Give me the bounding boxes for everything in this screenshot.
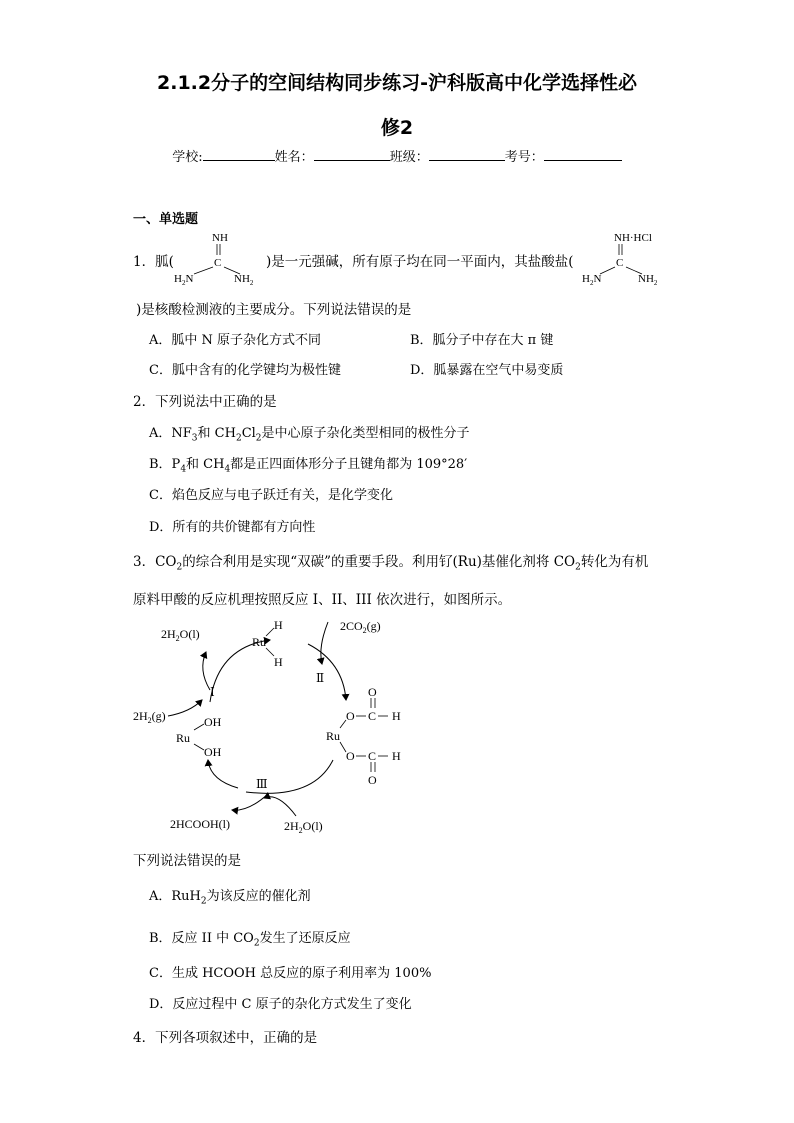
name-blank[interactable] (314, 147, 390, 161)
formate2-h: H (392, 749, 401, 763)
struct1-left-h: H (174, 273, 182, 285)
guanidine-hydrochloride-structure (582, 228, 692, 290)
struct1-left-n: N (185, 273, 194, 285)
struct2-right-sub: 2 (653, 279, 658, 287)
arc-reaction-3-end (208, 760, 238, 788)
roman-3: Ⅲ (256, 777, 268, 791)
q2-option-c[interactable]: C．焰色反应与电子跃迁有关，是化学变化 (149, 488, 393, 503)
label-h2o-top: $2H_2O(l)$ (161, 627, 200, 643)
ruoh2-ru: Ru (176, 731, 191, 745)
struct2-left-sub: 2 (589, 279, 594, 287)
arrow-h2o-in (264, 797, 296, 816)
arrow-h2o-out (203, 652, 210, 690)
formate1-h: H (392, 709, 401, 723)
ruh2-ru: Ru (252, 635, 267, 649)
page-title-line2: 修2 (380, 117, 414, 139)
q3-option-b[interactable]: B．反应 II 中 $CO_2$发生了还原反应 (149, 931, 351, 949)
q1-option-c[interactable]: C．胍中含有的化学键均为极性键 (149, 363, 341, 378)
class-label: 班级： (389, 150, 429, 165)
label-hcooh: 2HCOOH(l) (170, 817, 230, 831)
formate2-c: C (368, 749, 377, 763)
ruformate-ru: Ru (326, 729, 341, 743)
q1-stem-end: )是核酸检测液的主要成分。下列说法错误的是 (136, 302, 412, 318)
q1-option-d[interactable]: D．胍暴露在空气中易变质 (410, 363, 564, 378)
struct1-center: C (214, 257, 222, 269)
struct1-right-sub: 2 (249, 279, 254, 287)
struct1-right: NH (234, 273, 250, 285)
q1-stem-start: 1．胍( (133, 254, 174, 270)
id-label: 考号： (504, 150, 544, 165)
label-co2: $2CO_2(g)$ (340, 619, 381, 635)
label-h2o-bottom: $2H_2O(l)$ (284, 819, 323, 835)
name-label: 姓名： (274, 150, 314, 165)
ruh2-h1: H (274, 618, 283, 632)
q4-stem: 4．下列各项叙述中，正确的是 (133, 1030, 318, 1046)
svg-text:NH2 (638, 273, 658, 287)
svg-text:H2N (174, 273, 193, 287)
formate1-o: O (346, 709, 355, 723)
struct2-right: NH (638, 273, 654, 285)
q3-stem-line2: 原料甲酸的反应机理按照反应 I、II、III 依次进行，如图所示。 (133, 592, 512, 608)
guanidine-structure (168, 228, 266, 290)
ruoh2-oh2: OH (204, 745, 222, 759)
ruh2-h2: H (274, 655, 283, 669)
struct2-top: NH·HCl (614, 232, 652, 244)
q1-option-b[interactable]: B．胍分子中存在大 π 键 (410, 333, 554, 348)
ruoh2-oh1: OH (204, 715, 222, 729)
formate2-o: O (346, 749, 355, 763)
page-title: 2.1.2分子的空间结构同步练习-沪科版高中化学选择性必 (157, 72, 637, 94)
svg-text:NH2 (234, 273, 254, 287)
q2-stem: 2．下列说法中正确的是 (133, 394, 277, 410)
q3-option-d[interactable]: D．反应过程中 C 原子的杂化方式发生了变化 (149, 997, 412, 1012)
student-info-line (0, 146, 794, 165)
id-blank[interactable] (544, 147, 622, 161)
q2-option-a[interactable]: A．$NF_3$和 $CH_2Cl_2$是中心原子杂化类型相同的极性分子 (149, 426, 470, 444)
q2-option-d[interactable]: D．所有的共价键都有方向性 (149, 520, 316, 535)
roman-2: Ⅱ (316, 671, 325, 685)
arc-reaction-2 (308, 644, 346, 700)
q3-stem-line1: 3．$CO_2$的综合利用是实现“双碳”的重要手段。利用钌(Ru)基催化剂将 $CO_2$转化为有机 (133, 554, 649, 573)
struct2-left-h: H (582, 273, 590, 285)
q1-option-a[interactable]: A．胍中 N 原子杂化方式不同 (149, 333, 322, 348)
class-blank[interactable] (429, 147, 505, 161)
reaction-mechanism-diagram (128, 612, 428, 844)
svg-text:H2N (582, 273, 601, 287)
struct2-center: C (616, 257, 624, 269)
formate1-c: C (368, 709, 377, 723)
formate2-o-bottom: O (368, 773, 377, 787)
q2-option-b[interactable]: B．$P_4$和 $CH_4$都是正四面体形分子且键角都为 109°28′ (149, 457, 468, 475)
school-blank[interactable] (203, 147, 275, 161)
arc-reaction-1 (210, 640, 270, 702)
q3-stem-question: 下列说法错误的是 (133, 853, 241, 869)
label-h2: $2H_2(g)$ (133, 709, 166, 725)
struct1-top: NH (212, 232, 228, 244)
struct1-left-sub: 2 (181, 279, 186, 287)
q1-stem-mid: )是一元强碱，所有原子均在同一平面内，其盐酸盐( (266, 254, 574, 270)
roman-1: Ⅰ (210, 685, 215, 699)
formate1-o-top: O (368, 685, 377, 699)
arrow-h2-in (168, 700, 202, 716)
q3-option-c[interactable]: C．生成 HCOOH 总反应的原子利用率为 100% (149, 966, 432, 981)
section-heading: 一、单选题 (133, 212, 199, 227)
school-label: 学校: (172, 150, 203, 165)
arrow-hcooh-out (232, 794, 268, 810)
struct2-left-n: N (593, 273, 602, 285)
q3-option-a[interactable]: A．RuH$_2$为该反应的催化剂 (149, 889, 311, 907)
